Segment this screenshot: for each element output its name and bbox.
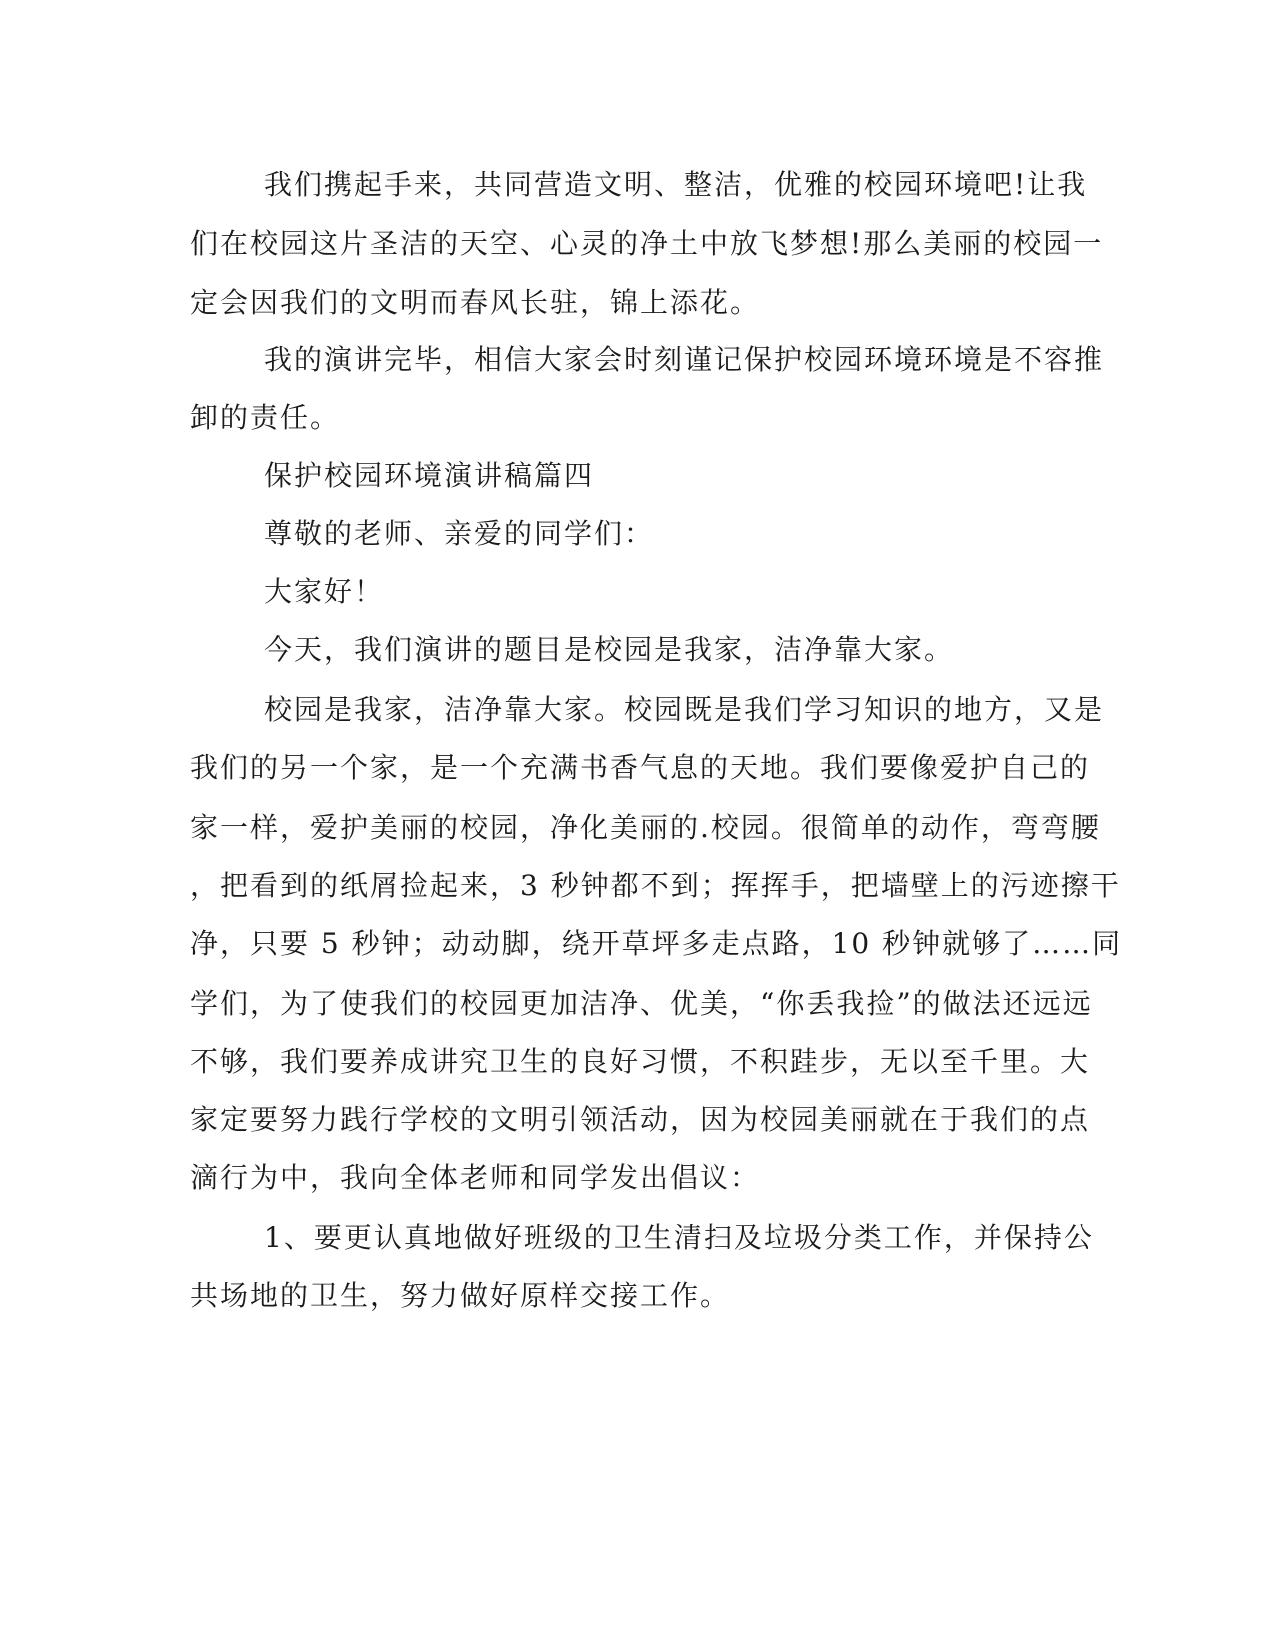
text-line: 净，只要 5 秒钟；动动脚，绕开草坪多走点路，10 秒钟就够了……同: [190, 927, 1123, 960]
text-line: 校园是我家，洁净靠大家。校园既是我们学习知识的地方，又是: [264, 693, 1105, 726]
text-line: 我们的另一个家，是一个充满书香气息的天地。我们要像爱护自己的: [190, 751, 1091, 784]
text-line: 不够，我们要养成讲究卫生的良好习惯，不积跬步，无以至千里。大: [190, 1045, 1091, 1078]
text-line: 卸的责任。: [190, 401, 341, 434]
greeting: 大家好！: [264, 575, 385, 608]
text-line: 我们携起手来，共同营造文明、整洁，优雅的校园环境吧!让我: [264, 168, 1088, 201]
text-line: 家定要努力践行学校的文明引领活动，因为校园美丽就在于我们的点: [190, 1103, 1091, 1136]
salutation: 尊敬的老师、亲爱的同学们：: [264, 517, 655, 550]
text-line: 1、要更认真地做好班级的卫生清扫及垃圾分类工作，并保持公: [264, 1221, 1094, 1254]
text-line: 今天，我们演讲的题目是校园是我家，洁净靠大家。: [264, 633, 955, 666]
text-line: 滴行为中，我向全体老师和同学发出倡议：: [190, 1161, 761, 1194]
text-line: 学们，为了使我们的校园更加洁净、优美，“你丢我捡”的做法还远远: [190, 987, 1093, 1020]
text-line: 定会因我们的文明而春风长驻，锦上添花。: [190, 286, 761, 319]
text-line: 们在校园这片圣洁的天空、心灵的净土中放飞梦想!那么美丽的校园一: [190, 227, 1104, 260]
section-heading: 保护校园环境演讲稿篇四: [264, 459, 595, 492]
text-line: ，把看到的纸屑捡起来，3 秒钟都不到；挥挥手，把墙壁上的污迹擦干: [190, 869, 1121, 902]
text-line: 家一样，爱护美丽的校园，净化美丽的.校园。很简单的动作，弯弯腰: [190, 811, 1101, 844]
text-line: 我的演讲完毕，相信大家会时刻谨记保护校园环境环境是不容推: [264, 343, 1105, 376]
text-line: 共场地的卫生，努力做好原样交接工作。: [190, 1279, 731, 1312]
